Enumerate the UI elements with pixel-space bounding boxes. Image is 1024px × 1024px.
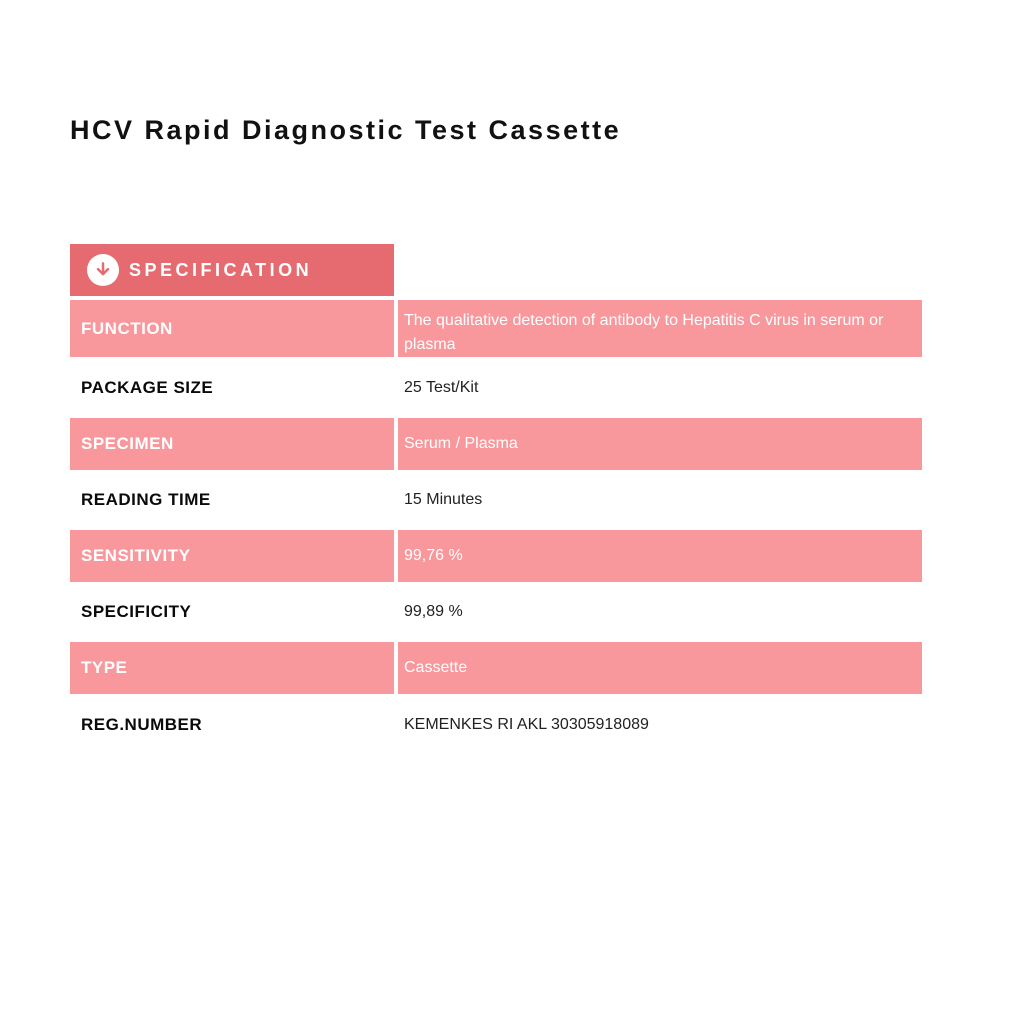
row-value: KEMENKES RI AKL 30305918089 [404, 715, 649, 733]
row-value: Cassette [398, 642, 922, 694]
row-label: SPECIFICITY [81, 602, 192, 621]
specification-header [70, 244, 394, 296]
row-value: 25 Test/Kit [404, 378, 479, 396]
table-row-specimen [70, 418, 922, 470]
row-value: 15 Minutes [404, 491, 483, 508]
row-value-text: The qualitative detection of antibody to Hepatitis C virus in serum or plasma [404, 312, 884, 353]
row-value: 99,76 % [398, 530, 922, 582]
page-title: HCV Rapid Diagnostic Test Cassette [70, 115, 622, 145]
row-label: READING TIME [81, 490, 211, 509]
table-row-function [70, 300, 922, 357]
row-label: PACKAGE SIZE [81, 377, 214, 397]
table-row-reading-time [70, 470, 922, 530]
row-value: 99,89 % [404, 603, 463, 620]
row-label: REG.NUMBER [81, 714, 203, 734]
table-row-package-size [70, 357, 922, 418]
row-label: FUNCTION [70, 300, 394, 357]
specification-table [70, 244, 922, 755]
row-value: Serum / Plasma [398, 418, 922, 470]
arrow-down-circle-icon [87, 254, 119, 286]
table-row-reg-number [70, 694, 922, 755]
table-row-sensitivity [70, 530, 922, 582]
table-row-specificity [70, 582, 922, 642]
row-label: SPECIMEN [70, 418, 394, 470]
row-value [398, 300, 922, 357]
row-label: TYPE [70, 642, 394, 694]
row-label: SENSITIVITY [70, 530, 394, 582]
specification-header-label: SPECIFICATION [129, 259, 313, 280]
table-row-type [70, 642, 922, 694]
